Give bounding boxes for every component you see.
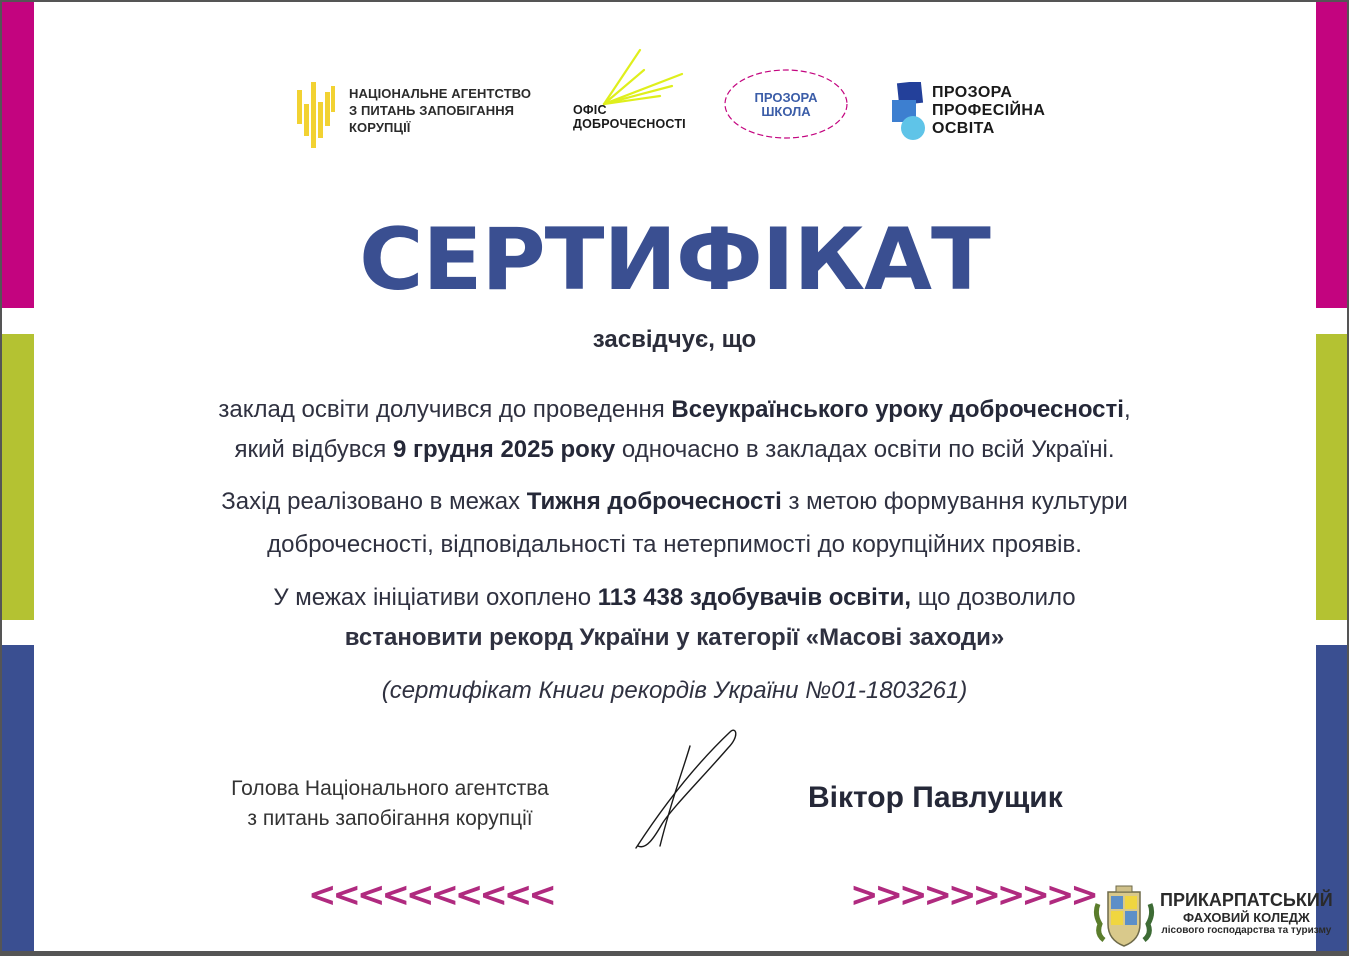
event-date: 9 грудня 2025 року: [392, 436, 616, 463]
signatory-role: Голова Національного агентства з питань запобігання корупції: [231, 777, 549, 830]
record-note: (сертифікат Книги рекордів України №01-1803261): [381, 677, 968, 704]
prozora-osvita-name: [932, 84, 1045, 138]
pschool-line-1: ПРОЗОРА: [754, 90, 818, 105]
paragraph-3-line-2: встановити рекорд України у категорії «Масові заходи»: [344, 624, 1005, 651]
certificate-page: [2, 2, 1347, 951]
ppo-line-2: ПРОФЕСІЙНА: [932, 102, 1046, 119]
nazk-bars-icon: [296, 82, 336, 148]
nazk-line-2: З ПИТАНЬ ЗАПОБІГАННЯ: [349, 103, 515, 118]
paragraph-2-line-2: доброчесності, відповідальності та нетерпимості до корупційних проявів.: [267, 531, 1082, 558]
signatory-name: Віктор Павлущик: [808, 781, 1063, 814]
ppo-line-3: ОСВІТА: [932, 120, 995, 137]
pschool-line-2: ШКОЛА: [761, 104, 811, 119]
ofis-line-1: ОФІС: [573, 103, 607, 117]
nazk-name: [349, 85, 531, 136]
paragraph-1-line-1: заклад освіти долучився до проведення Всеукраїнського уроку доброчесності,: [218, 396, 1131, 423]
left-stripe-lime: [2, 334, 34, 620]
certificate-subtitle: засвідчує, що: [592, 326, 757, 353]
paragraph-2-line-1: Захід реалізовано в межах Тижня доброчесності з метою формування культури: [221, 488, 1128, 515]
participants-count: 113 438 здобувачів освіти,: [597, 584, 912, 611]
certificate-title: СЕРТИФІКАТ: [359, 210, 990, 310]
paragraph-3-line-1: У межах ініціативи охоплено 113 438 здобувачів освіти, що дозволило: [273, 584, 1076, 611]
nazk-line-1: НАЦІОНАЛЬНЕ АГЕНТСТВО: [349, 86, 532, 101]
ppo-line-1: ПРОЗОРА: [932, 84, 1013, 101]
nazk-line-3: КОРУПЦІЇ: [349, 120, 411, 135]
week-name: Тижня доброчесності: [526, 488, 782, 515]
prozora-shkola-name: [722, 91, 850, 119]
prozora-shkola-logo: [722, 66, 850, 142]
event-name: Всеукраїнського уроку доброчесності: [671, 396, 1124, 423]
right-stripe-lime: [1316, 334, 1347, 620]
signature-icon: [632, 728, 742, 854]
ofis-name: [573, 103, 686, 131]
chevrons-right-decoration: >>>>>>>>>>: [850, 875, 1095, 915]
rays-icon: [600, 48, 686, 108]
paragraph-1-line-2: який відбувся 9 грудня 2025 року одночасно в закладах освіти по всій Україні.: [234, 436, 1115, 463]
college-name: ПРИКАРПАТСЬКИЙ ФАХОВИЙ КОЛЕДЖ лісового господарства та туризму: [1160, 890, 1333, 936]
college-crest-icon: [1092, 884, 1156, 950]
shapes-icon: [892, 82, 930, 142]
chevrons-left-decoration: <<<<<<<<<<: [308, 875, 553, 915]
ofis-line-2: ДОБРОЧЕСНОСТІ: [573, 117, 686, 131]
